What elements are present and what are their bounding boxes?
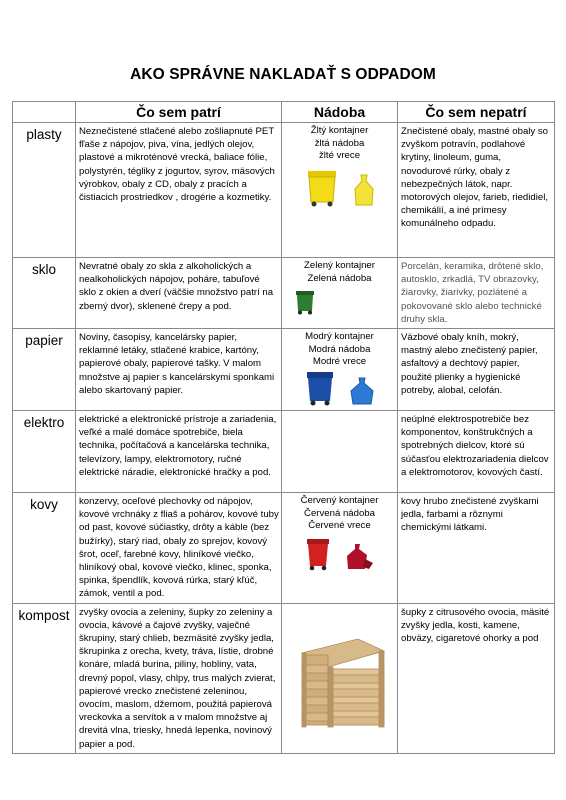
belongs-text: konzervy, oceľové plechovky od nápojov, kovové vrchnáky z fliaš a pohárov, kovové tuby od past, kovové súčiastky, drôty a káble (bez bužírky), starý riad, obaly zo sprejov, kovový šrot, oceľ, farebné kovy, hliníkové viečko, hliníkový obal, kovové viečko, klinec, sponka, spinka, špendlík, kovová rúrka, starý kľúč, zámok, ventil a pod.	[76, 493, 282, 604]
bin-cell	[282, 123, 398, 258]
table-row	[13, 493, 555, 604]
table-row	[13, 123, 555, 258]
bin-line: Červené vrece	[308, 520, 371, 532]
header-row	[13, 102, 555, 123]
blue-bag-icon	[349, 376, 375, 406]
not-belongs-text: Znečistené obaly, mastné obaly so zvyškom potravín, podlahové krytiny, linoleum, guma, novodurové rúrky, obaly z nebezpečných látok, napr. motorových olejov, farieb, riedidiel, chemikálií, a iné prímesy komunálneho odpadu.	[398, 123, 555, 258]
bin-line: Žltý kontajner	[310, 125, 369, 136]
bin-line: Zelený kontajner	[304, 260, 375, 271]
not-belongs-text: Porcelán, keramika, drôtené sklo, autosklo, zrkadlá, TV obrazovky, žiarovky, žiarivky, pozlátené a pokovované sklo alebo technické druhy skla.	[398, 258, 555, 329]
category-label: papier	[13, 329, 76, 411]
bin-line: žlté vrece	[318, 150, 361, 161]
yellow-bag-icon	[353, 173, 375, 207]
belongs-text: elektrické a elektronické prístroje a zariadenia, veľké a malé domáce spotrebiče, biela technika, počítačová a kancelárska technika, televízory, lampy, elektromotory, ručné elektrické náradie, elektronické hračky a pod.	[76, 411, 282, 493]
bin-line: Červený kontajner	[300, 495, 379, 507]
bin-line: Modrý kontajner	[305, 331, 374, 343]
red-bag-icon	[345, 541, 375, 571]
red-container-icon	[305, 537, 331, 571]
table-row	[13, 329, 555, 411]
not-belongs-text: šupky z citrusového ovocia, mäsité zvyšky jedla, kosti, kamene, obväzy, cigaretové ohorky a pod	[398, 603, 555, 753]
category-label: sklo	[13, 258, 76, 329]
bin-cell	[282, 411, 398, 493]
bin-line: Zelená nádoba	[307, 272, 372, 284]
belongs-text: zvyšky ovocia a zeleniny, šupky zo zeleniny a ovocia, kávové a čajové zvyšky, vaječné škrupiny, starý chlieb, bezmäsité zvyšky jedla, škrupinka z orecha, kvety, tráva, lístie, drobné konáre, mladá burina, piliny, hobliny, vata, drevný popol, vlasy, chlpy, trus malých zvierat, papierové vrecko znečistené zeleninou, ovocím, maslom, džemom, použitá papierová vreckovka a servítok a v malom množstve aj drevitá vlna, triesky, hnedá lepenka, novinový papier a pod.	[76, 603, 282, 753]
table-row	[13, 258, 555, 329]
belongs-text: Noviny, časopisy, kancelársky papier, reklamné letáky, stlačené krabice, kartóny, papierové obaly, papierové tašky. V malom množstve aj papier s kancelárskymi sponkami alebo skartovaný papier.	[76, 329, 282, 411]
bin-cell	[282, 603, 398, 753]
not-belongs-text: Väzbové obaly kníh, mokrý, mastný alebo znečistený papier, asfaltový a dechtový papier, použité plienky a hygienické potreby, alobal, celofán.	[398, 329, 555, 411]
not-belongs-text: kovy hrubo znečistené zvyškami jedla, farbami a rôznymi chemickými látkami.	[398, 493, 555, 604]
not-belongs-text: neúplné elektrospotrebiče bez komponentov, konštrukčných a spotrebných dielcov, ktoré sú súčasťou elektrozariadenia dielcov a elektromotorov, kovových častí.	[398, 411, 555, 493]
wooden-compost-bin-icon	[288, 625, 392, 729]
header-bin: Nádoba	[282, 102, 398, 123]
header-belongs: Čo sem patrí	[76, 102, 282, 123]
category-label: plasty	[13, 123, 76, 258]
green-container-icon	[294, 289, 316, 315]
waste-table	[12, 101, 555, 754]
bin-line: žltá nádoba	[314, 137, 365, 149]
bin-cell	[282, 258, 398, 329]
yellow-container-icon	[305, 169, 339, 207]
category-label: kovy	[13, 493, 76, 604]
page-title: AKO SPRÁVNE NAKLADAŤ S ODPADOM	[130, 66, 436, 83]
bin-line: Červená nádoba	[304, 507, 375, 519]
table-row	[13, 411, 555, 493]
header-category	[13, 102, 76, 123]
blue-container-icon	[305, 370, 335, 406]
category-label: elektro	[13, 411, 76, 493]
bin-cell	[282, 493, 398, 604]
belongs-text: Nevratné obaly zo skla z alkoholických a nealkoholických nápojov, poháre, tabuľové sklo z okien a dverí (väčšie množstvo patrí na zberný dvor), sklenené črepy a pod.	[76, 258, 282, 329]
belongs-text: Neznečistené stlačené alebo zošliapnuté PET fľaše z nápojov, piva, vína, jedlých olejov, plastové a mikroténové vrecká, baliace fólie, polystyrén, tégliky z jogurtov, syrov, mäsových výrobkov, obaly z CD, obaly z pracích a čistiacich prostriedkov , drogérie a kozmetiky.	[76, 123, 282, 258]
bin-line: Modrá nádoba	[308, 343, 371, 355]
table-row	[13, 603, 555, 753]
bin-cell	[282, 329, 398, 411]
header-not-belongs: Čo sem nepatrí	[398, 102, 555, 123]
bin-line: Modré vrece	[312, 356, 367, 368]
category-label: kompost	[13, 603, 76, 753]
